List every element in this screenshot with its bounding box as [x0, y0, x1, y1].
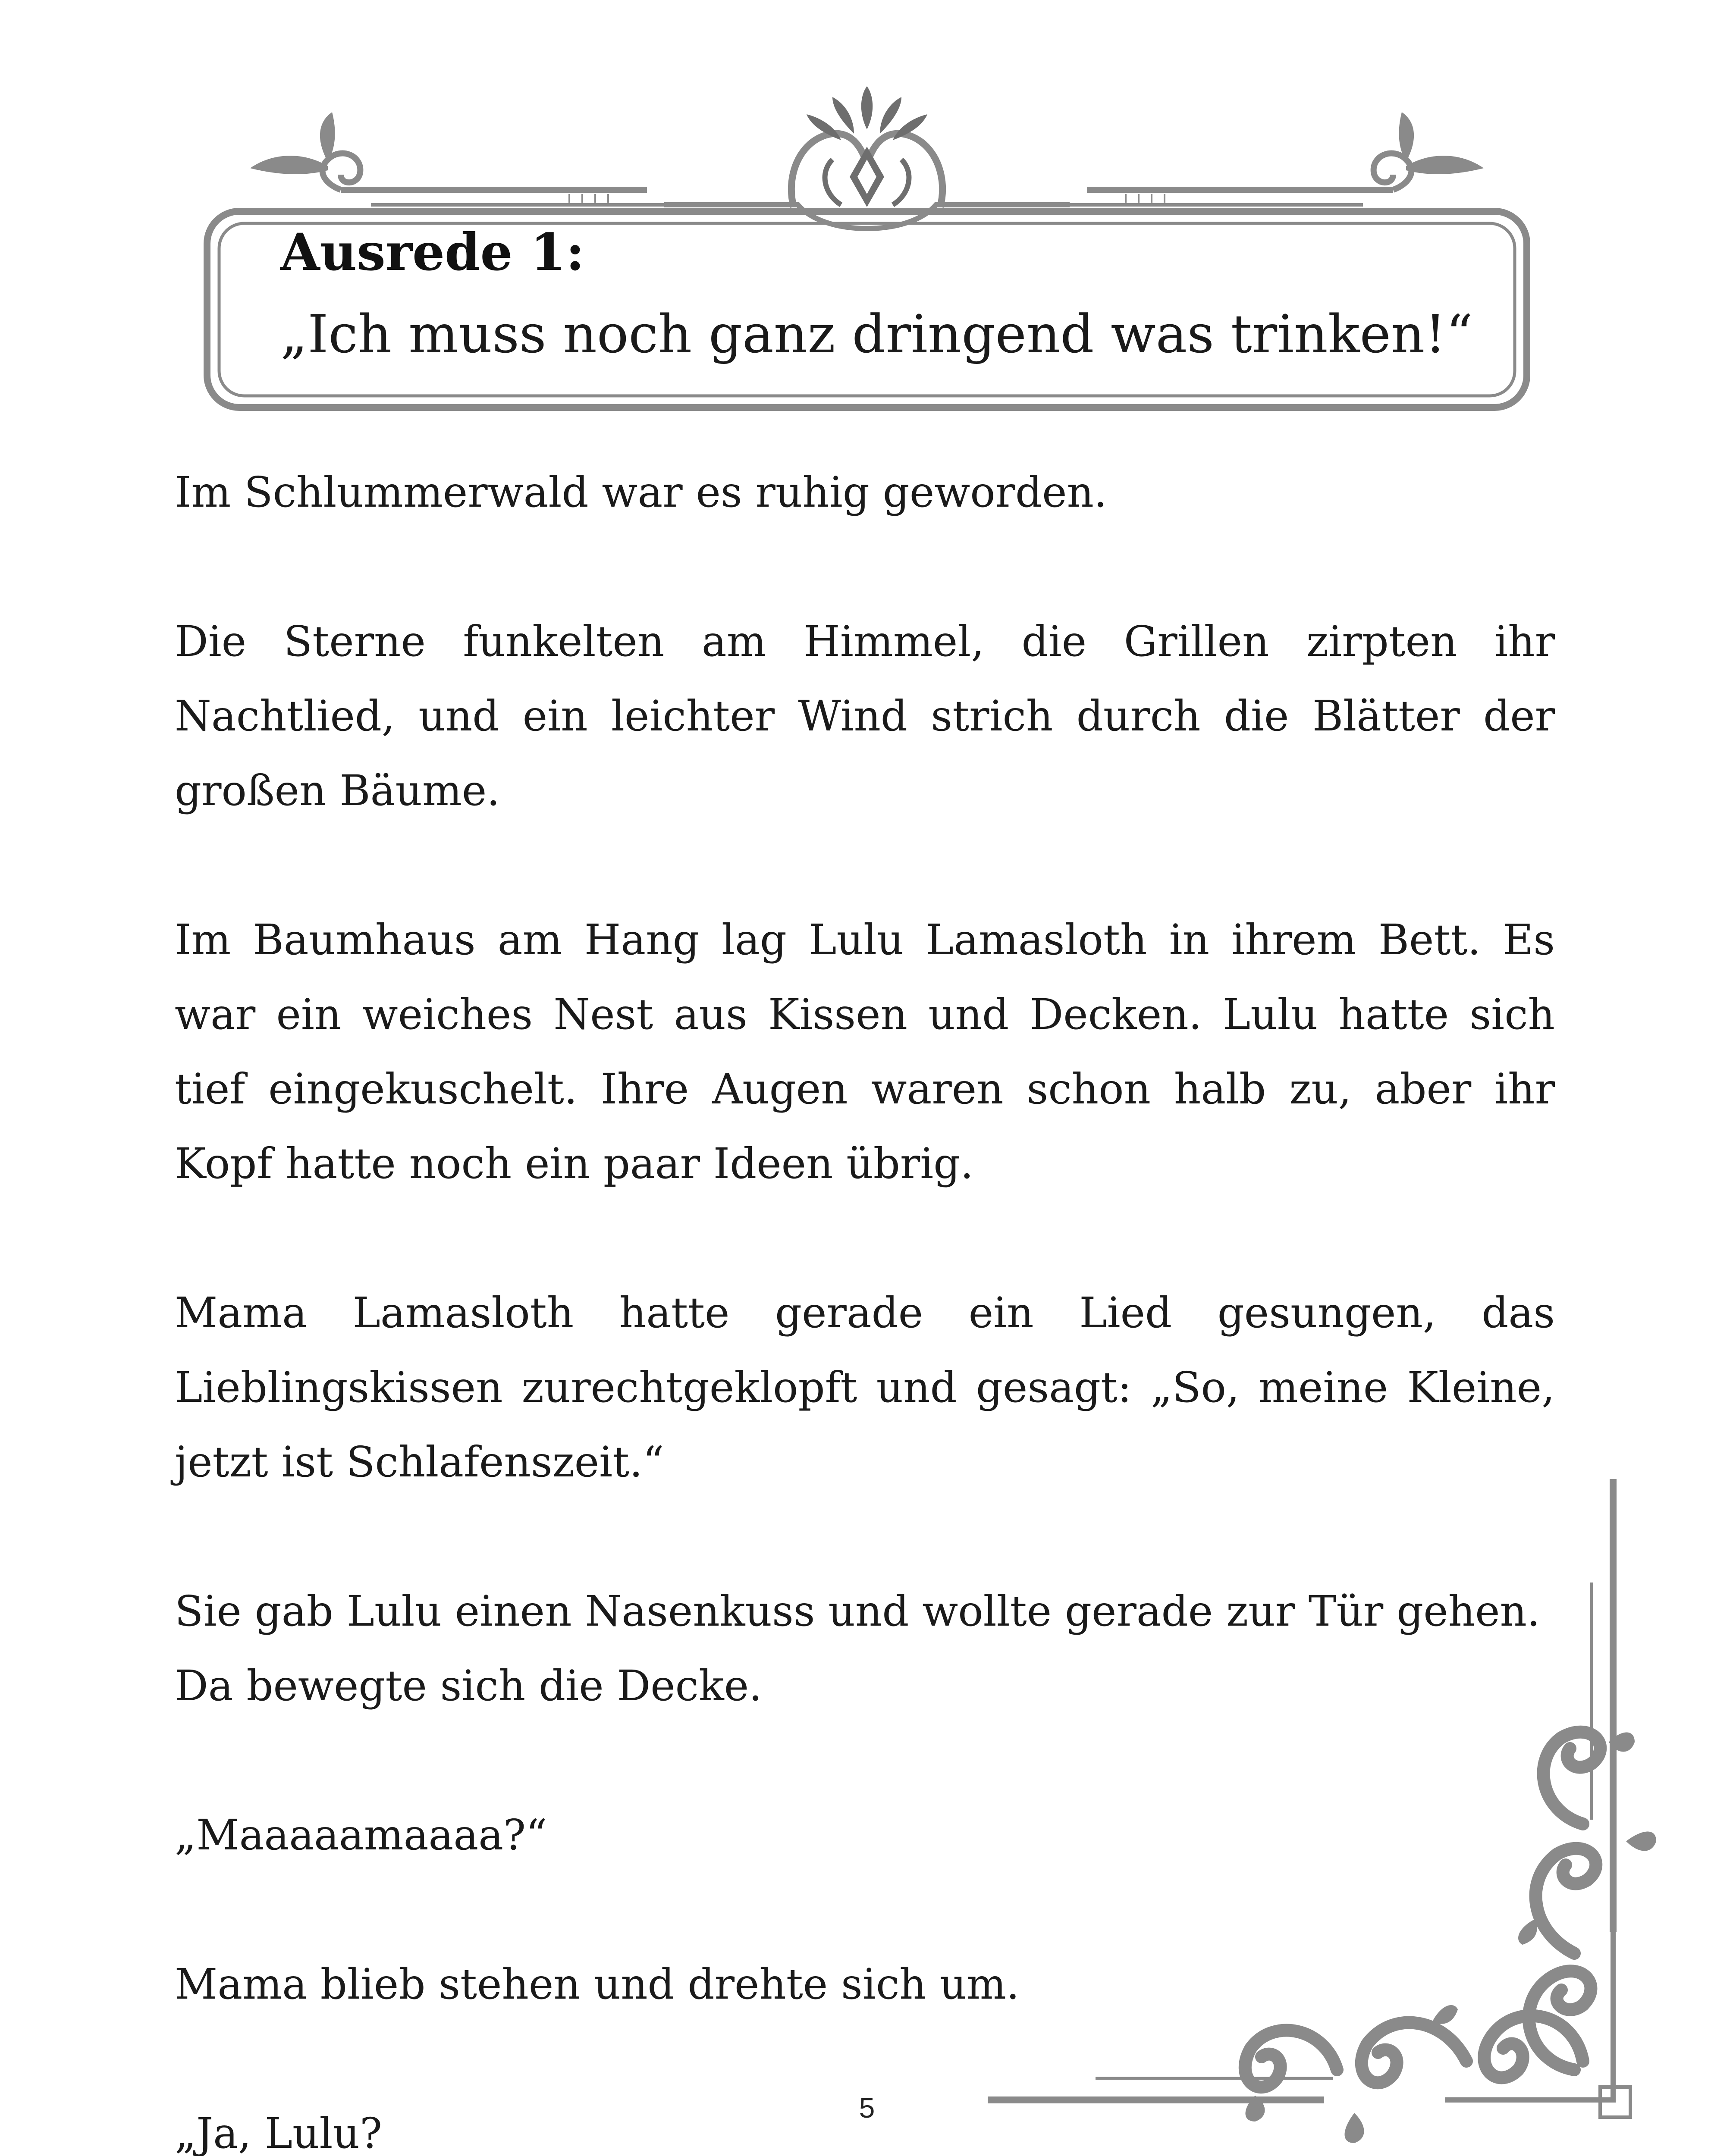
chapter-title: „Ich muss noch ganz dringend was trinken!“: [280, 304, 1473, 365]
paragraph: „Ja, Lulu?: [175, 2109, 383, 2156]
chapter-label: Ausrede 1:: [280, 222, 585, 282]
paragraph: Mama Lamasloth hatte gerade ein Lied gesungen, das Lieblingskissen zurechtgeklopft und gesagt: „So, meine Kleine, jetzt ist Schlafenszeit.“: [175, 1288, 1555, 1486]
paragraph: „Maaaaamaaaa?“: [175, 1811, 547, 1859]
paragraph: Im Baumhaus am Hang lag Lulu Lamasloth in ihrem Bett. Es war ein weiches Nest aus Kissen und Decken. Lulu hatte sich tief eingekuschelt. Ihre Augen waren schon halb zu, aber ihr Kopf hatte noch ein paar Ideen übrig.: [175, 915, 1555, 1188]
corner-ornament: [979, 1466, 1656, 2156]
page-number: 5: [859, 2092, 875, 2124]
paragraph: Mama blieb stehen und drehte sich um.: [175, 1960, 1020, 2009]
paragraph: Die Sterne funkelten am Himmel, die Grillen zirpten ihr Nachtlied, und ein leichter Wind strich durch die Blätter der großen Bäume.: [175, 617, 1555, 815]
chapter-heading: [280, 220, 1510, 367]
paragraph: Sie gab Lulu einen Nasenkuss und wollte gerade zur Tür gehen. Da bewegte sich die Decke.: [175, 1587, 1540, 1710]
paragraph: Im Schlummerwald war es ruhig geworden.: [175, 468, 1107, 517]
